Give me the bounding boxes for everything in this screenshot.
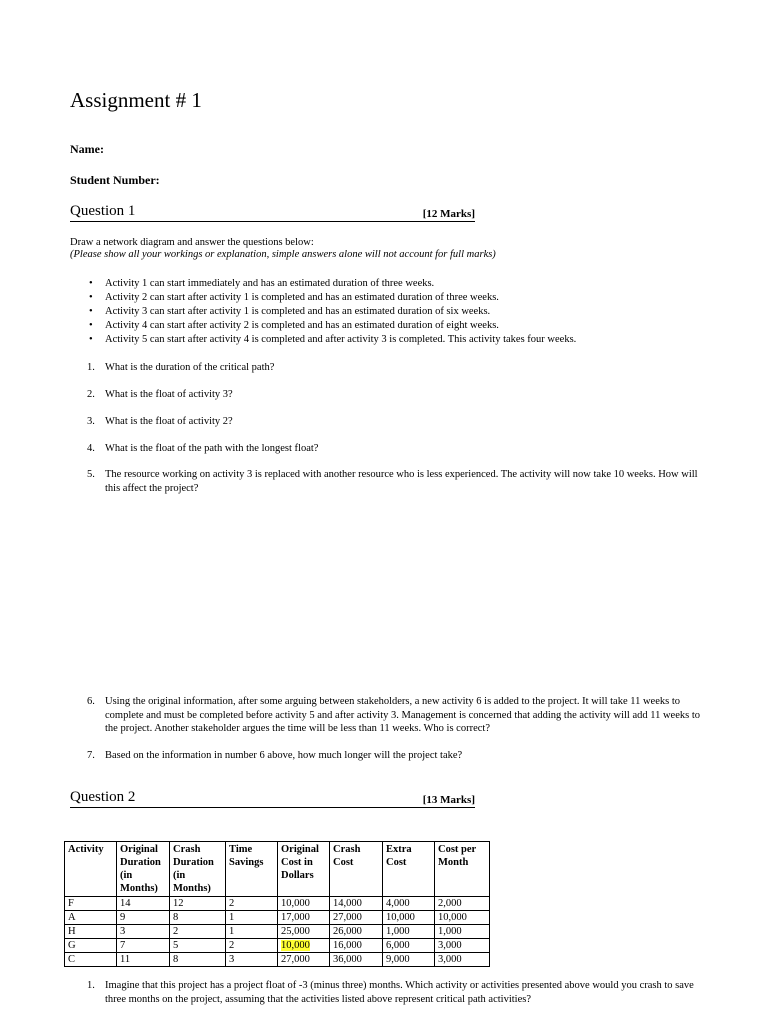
question-1-item-1: 1. What is the duration of the critical path?: [87, 362, 275, 373]
bullet-icon: •: [89, 306, 93, 317]
question-1-item-7: 7. Based on the information in number 6 above, how much longer will the project take?: [87, 750, 463, 761]
col-crash-duration: Crash Duration (in Months): [170, 842, 226, 897]
question-1-heading: Question 1: [70, 203, 136, 219]
col-extra-cost: Extra Cost: [383, 842, 435, 897]
table-row: C 11 8 3 27,000 36,000 9,000 3,000: [65, 953, 490, 967]
question-2-marks: [13 Marks]: [422, 794, 475, 806]
question-1-marks: [12 Marks]: [422, 208, 475, 220]
question-1-item-3: 3. What is the float of activity 2?: [87, 416, 233, 427]
question-1-heading-row: [70, 203, 475, 222]
table-row: A 9 8 1 17,000 27,000 10,000 10,000: [65, 911, 490, 925]
col-cost-per-month: Cost per Month: [435, 842, 490, 897]
bullet-icon: •: [89, 292, 93, 303]
question-1-item-5: 5. The resource working on activity 3 is replaced with another resource who is less experienced. The activity will now take 10 weeks. How will this affect the project?: [87, 469, 698, 494]
question-2-heading: Question 2: [70, 789, 136, 805]
table-header-row: [65, 842, 490, 897]
list-item: • Activity 2 can start after activity 1 is completed and has an estimated duration of three weeks.: [89, 292, 499, 303]
question-1-item-2: 2. What is the float of activity 3?: [87, 389, 233, 400]
bullet-icon: •: [89, 320, 93, 331]
table-row: G 7 5 2 10,000 16,000 6,000 3,000: [65, 939, 490, 953]
list-item: • Activity 1 can start immediately and has an estimated duration of three weeks.: [89, 278, 435, 289]
question-1-note: (Please show all your workings or explanation, simple answers alone will not account for full marks): [70, 249, 496, 260]
highlighted-cell: [278, 939, 330, 953]
col-original-duration: Original Duration (in Months): [117, 842, 170, 897]
question-1-item-4: 4. What is the float of the path with the longest float?: [87, 443, 319, 454]
student-number-label: Student Number:: [70, 173, 160, 187]
bullet-icon: •: [89, 278, 93, 289]
col-crash-cost: Crash Cost: [330, 842, 383, 897]
question-1-intro: Draw a network diagram and answer the questions below:: [70, 237, 314, 248]
name-label: Name:: [70, 142, 104, 156]
col-original-cost: Original Cost in Dollars: [278, 842, 330, 897]
list-item: • Activity 4 can start after activity 2 is completed and has an estimated duration of eight weeks.: [89, 320, 499, 331]
page-title: Assignment # 1: [70, 88, 202, 112]
question-2-heading-row: [70, 789, 475, 808]
table-row: F 14 12 2 10,000 14,000 4,000 2,000: [65, 897, 490, 911]
list-item: • Activity 5 can start after activity 4 is completed and after activity 3 is completed. This activity takes four weeks.: [89, 334, 577, 345]
activity-list: [70, 277, 576, 347]
crash-cost-table: [64, 841, 490, 967]
highlighted-value: 10,000: [281, 940, 310, 951]
question-1-instructions: [70, 237, 496, 261]
table-row: H 3 2 1 25,000 26,000 1,000 1,000: [65, 925, 490, 939]
list-item: • Activity 3 can start after activity 1 is completed and has an estimated duration of six weeks.: [89, 306, 491, 317]
col-activity: Activity: [65, 842, 117, 897]
question-1-item-6: 6. Using the original information, after some arguing between stakeholders, a new activity 6 is added to the project. It will take 11 weeks to complete and must be completed before activity 5 and after activity 3. Management is concerned that adding the activity will add 11 weeks to the project. Another stakeholder argues the time will be less than 11 weeks. Who is correct?: [87, 696, 700, 734]
bullet-icon: •: [89, 334, 93, 345]
question-2-item-1: 1. Imagine that this project has a project float of -3 (minus three) months. Which activity or activities presented above would you crash to save three months on the project, assuming that the activities listed above represent critical path activities?: [87, 980, 694, 1005]
col-time-savings: Time Savings: [226, 842, 278, 897]
